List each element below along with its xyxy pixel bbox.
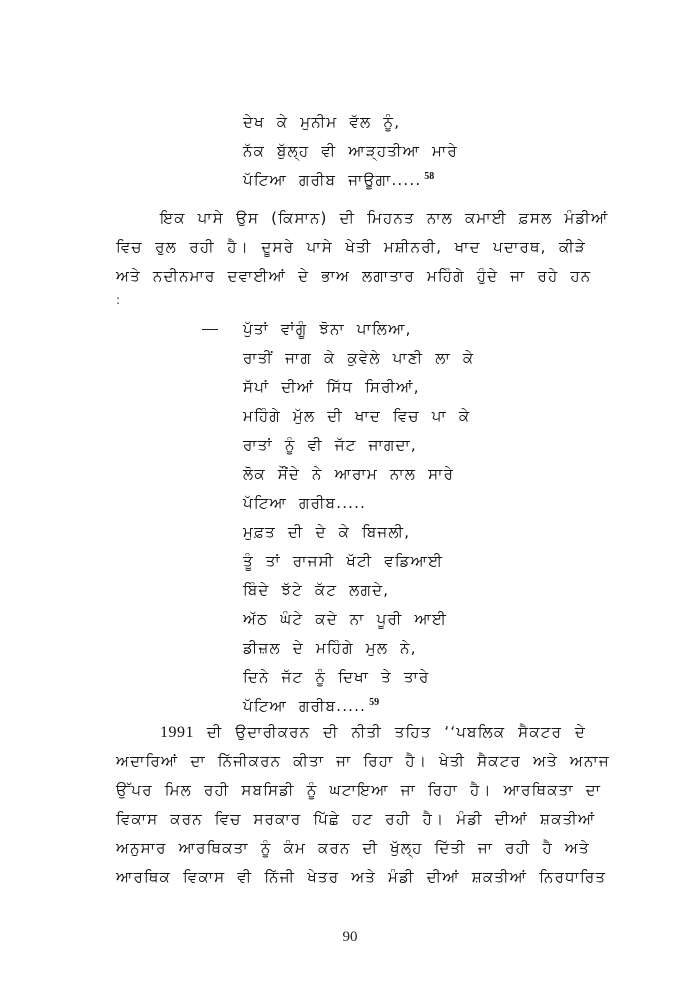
paragraph-line: ਉੱਪਰ ਮਿਲ ਰਹੀ ਸਬਸਿਡੀ ਨੂੰ ਘਟਾਇਆ ਜਾ ਰਿਹਾ ਹੈ। ਆਰਥਿਕਤਾ ਦਾ — [116, 781, 602, 799]
paragraph-line — [160, 722, 586, 743]
verse-line: ਡੀਜ਼ਲ ਦੇ ਮਹਿੰਗੇ ਮੁਲ ਨੇ, — [243, 639, 417, 657]
paragraph-line: ਵਿਕਾਸ ਕਰਨ ਵਿਚ ਸਰਕਾਰ ਪਿੱਛੇ ਹਟ ਰਹੀ ਹੈ। ਮੰਡੀ ਦੀਆਂ ਸ਼ਕਤੀਆਂ — [116, 810, 596, 828]
paragraph-line-text: ਦੀ ਉਦਾਰੀਕਰਨ ਦੀ ਨੀਤੀ ਤਹਿਤ ‘‘ਪਬਲਿਕ ਸੈਕਟਰ ਦੇ — [206, 723, 586, 741]
verse-line — [243, 170, 434, 190]
paragraph-line: ਵਿਚ ਰੁਲ ਰਹੀ ਹੈ। ਦੂਸਰੇ ਪਾਸੇ ਖੇਤੀ ਮਸ਼ੀਨਰੀ, ਖਾਦ ਪਦਾਰਥ, ਕੀੜੇ — [116, 238, 586, 256]
paragraph-line: ਅਨੁਸਾਰ ਆਰਥਿਕਤਾ ਨੂੰ ਕੰਮ ਕਰਨ ਦੀ ਖੁੱਲ੍ਹ ਦਿੱਤੀ ਜਾ ਰਹੀ ਹੈ ਅਤੇ — [116, 839, 590, 857]
verse-line: ਤੂੰ ਤਾਂ ਰਾਜਸੀ ਖੱਟੀ ਵਡਿਆਈ — [243, 552, 444, 570]
verse-line: ਮਹਿੰਗੇ ਮੁੱਲ ਦੀ ਖਾਦ ਵਿਚ ਪਾ ਕੇ — [243, 407, 471, 425]
verse-line: ਰਾਤਾਂ ਨੂੰ ਵੀ ਜੱਟ ਜਾਗਦਾ, — [243, 436, 417, 454]
verse-line: ਬਿੰਦੇ ਝੱਟੇ ਕੱਟ ਲਗਦੇ, — [243, 581, 390, 599]
verse-line: ਸੱਪਾਂ ਦੀਆਂ ਸਿੱਧ ਸਿਰੀਆਂ, — [243, 378, 420, 396]
paragraph-line: ਆਰਥਿਕ ਵਿਕਾਸ ਵੀ ਨਿੱਜੀ ਖੇਤਰ ਅਤੇ ਮੰਡੀ ਦੀਆਂ ਸ਼ਕਤੀਆਂ ਨਿਰਧਾਰਿਤ — [116, 868, 607, 886]
verse-line-text: ਪੱਟਿਆ ਗਰੀਬ..... — [243, 697, 367, 715]
year-number: 1991 — [160, 724, 194, 741]
verse-line-text: ਪੱਟਿਆ ਗਰੀਬ ਜਾਊਗਾ..... — [243, 171, 422, 189]
paragraph-line: ਇਕ ਪਾਸੇ ਉਸ (ਕਿਸਾਨ) ਦੀ ਮਿਹਨਤ ਨਾਲ ਕਮਾਈ ਫ਼ਸਲ ਮੰਡੀਆਂ — [160, 209, 609, 227]
em-dash — [202, 329, 218, 330]
paragraph-line: ਅਤੇ ਨਦੀਨਮਾਰ ਦਵਾਈਆਂ ਦੇ ਭਾਅ ਲਗਾਤਾਰ ਮਹਿੰਗੇ ਹੁੰਦੇ ਜਾ ਰਹੇ ਹਨ — [116, 267, 592, 285]
verse-line: ਮੁਫ਼ਤ ਦੀ ਦੇ ਕੇ ਬਿਜਲੀ, — [243, 523, 411, 541]
verse-line: ਨੱਕ ਬੁੱਲ੍ਹ ਵੀ ਆੜ੍ਹਤੀਆ ਮਾਰੇ — [243, 142, 458, 160]
paragraph-tail-colon: : — [116, 293, 122, 307]
footnote-marker: 58 — [424, 171, 435, 182]
verse-line: ਲੋਕ ਸੌਂਦੇ ਨੇ ਆਰਾਮ ਨਾਲ ਸਾਰੇ — [243, 465, 455, 483]
verse-line: ਦਿਨੇ ਜੱਟ ਨੂੰ ਦਿਖਾ ਤੇ ਤਾਰੇ — [243, 668, 430, 686]
verse-line: ਰਾਤੀਂ ਜਾਗ ਕੇ ਕੁਵੇਲੇ ਪਾਣੀ ਲਾ ਕੇ — [243, 349, 475, 367]
verse-line — [243, 696, 379, 716]
page-number: 90 — [342, 929, 358, 945]
verse-line: ਦੇਖ ਕੇ ਮੁਨੀਮ ਵੱਲ ਨੂੰ, — [243, 113, 401, 131]
verse-line: ਪੱਟਿਆ ਗਰੀਬ..... — [243, 494, 367, 512]
verse-line: ਅੱਠ ਘੰਟੇ ਕਦੇ ਨਾ ਪੂਰੀ ਆਈ — [243, 610, 448, 628]
verse-line: ਪੁੱਤਾਂ ਵਾਂਗੂੰ ਝੋਨਾ ਪਾਲਿਆ, — [243, 320, 412, 338]
footnote-marker: 59 — [369, 697, 380, 708]
paragraph-line: ਅਦਾਰਿਆਂ ਦਾ ਨਿੱਜੀਕਰਨ ਕੀਤਾ ਜਾ ਰਿਹਾ ਹੈ। ਖੇਤੀ ਸੈਕਟਰ ਅਤੇ ਅਨਾਜ — [116, 752, 610, 770]
